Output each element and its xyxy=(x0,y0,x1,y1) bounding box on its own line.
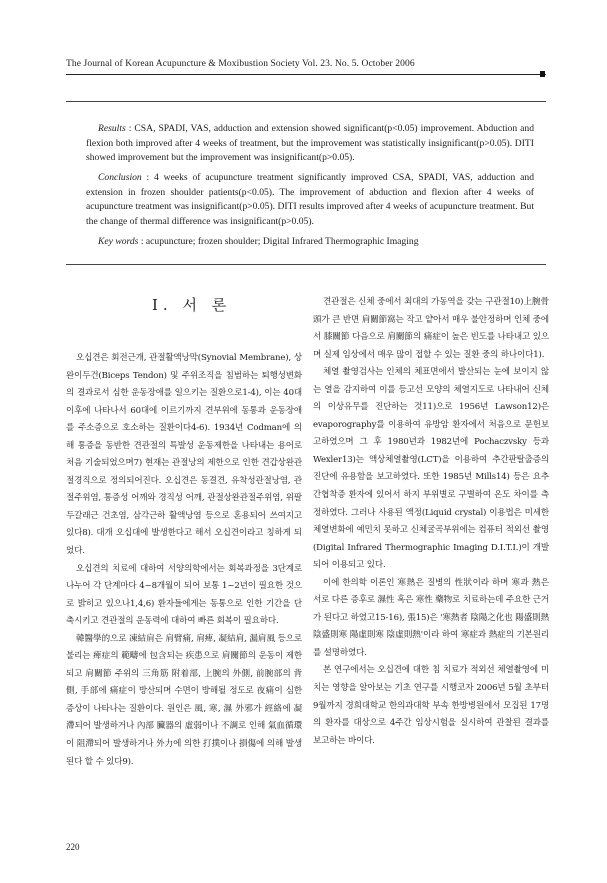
right-paragraph: 이에 한의학 이론인 寒熱은 질병의 性狀이라 하며 寒과 熱은 서로 다른 증후로 濕性 혹은 寒性 藥物로 치료하는데 주요한 근거가 된다고 하였고15-16), 張15)은 '寒熱者 陰陽之化也 陽盛則熱 陰盛則寒 陽虛則寒 陰虛則熱'이라 하여 寒症과 熱症의 기본원리를 설명하였다. xyxy=(313,577,549,658)
left-column xyxy=(66,350,302,771)
left-paragraph: 韓醫學的으로 凍結肩은 肩臂痛, 肩痺, 凝結肩, 漏肩風 등으로 불리는 痺症의 範疇에 包含되는 疾患으로 肩關節의 운동이 제한되고 肩關節 주위의 三角筋 附着部, 上腕의 外側, 前腕部의 背側, 手部에 痛症이 방산되며 수면이 방해될 정도로 夜痛이 심한 증상이 나타나는 질환이다. 원인은 風, 寒, 濕 外邪가 經絡에 凝滯되어 발생하거나 內部 臟器의 虛弱이나 不調로 인해 氣血循環이 阻滯되어 발생하거나 外力에 의한 打撲이나 損傷에 의해 발생된다 할 수 있다9). xyxy=(66,633,302,767)
right-paragraph: 체열 촬영검사는 인체의 체표면에서 발산되는 눈에 보이지 않는 열을 감지하여 이를 등고선 모양의 체열지도로 나타내어 신체의 이상유무를 진단하는 것11)으로 1956년 Lawson12)은 evaporography를 이용하여 유방암 환자에서 처음으로 문헌보고하였으며 그 후 1980년과 1982년에 Pochaczvsky 등과 Wexler13)는 액상체열촬영(LCT)을 이용하여 추간판탈출증의 진단에 유용함을 보고하였다. 또한 1985년 Mills14) 등은 요추간협착증 환자에 있어서 하지 부위별로 구별하여 온도 차이를 측정하였다. 그러나 사용된 액정(Liquid crystal) 이용법은 미세한 체열변화에 예민치 못하고 신체굴곡부위에는 컴퓨터 적외선 촬영(Digital Infrared Thermographic Imaging D.I.T.I.)이 개발되어 이용되고 있다. xyxy=(313,367,549,571)
abstract-keywords xyxy=(86,235,534,250)
left-paragraph: 오십견의 치료에 대하여 서양의학에서는 회복과정을 3단계로 나누어 각 단계마다 4~8개월이 되어 보통 1~2년이 필요한 것으로 밝히고 있으나1,4,6) 환자들에게는 동통으로 인한 기간을 단축시키고 견관절의 운동력에 대하여 빠른 회복이 필요하다. xyxy=(66,563,302,627)
keywords-text: : acupuncture; frozen shoulder; Digital Infrared Thermographic Imaging xyxy=(138,236,419,247)
section-heading: Ⅰ. 서 론 xyxy=(152,296,232,314)
left-paragraph: 오십견은 회전근개, 관절활액낭막(Synovial Membrane), 상완이두건(Biceps Tendon) 및 주위조직을 침범하는 퇴행성변화의 결과로서 심한 운동장애를 일으키는 질환으로1-4), 이는 40대 이후에 나타나서 60대에 이르기까지 견부위에 동통과 운동장애를 주소증으로 호소하는 질환이다4-6). 1934년 Codman에 의해 통증을 동반한 견관절의 특발성 운동제한을 나타내는 용어로 처음 기술되었으며7) 현재는 관절낭의 제한으로 인한 견갑상완관절경직으로 정의되어진다. 오십견은 동결견, 유착성관절낭염, 관절주위염, 통증성 어깨와 경직성 어깨, 관절상완관절주위염, 위팔두갈래근 건초염, 삼각근하 활액낭염 등으로 혼용되어 쓰여지고 있다8). 대개 오십대에 발생한다고 해서 오십견이라고 칭하게 되었다. xyxy=(66,353,302,557)
results-label: Results xyxy=(98,123,126,134)
abstract-results xyxy=(86,122,534,166)
conclusion-text: : 4 weeks of acupuncture treatment significantly improved CSA, SPADI, VAS, adduction and extension in frozen shoulder patients(p<0.05). The improvement of abduction and flexion after 4 weeks of acupuncture treatment was insignificant(p>0.05). DITI results improved after 4 weeks of acupuncture treatment. But the change of thermal difference was insignificant(p>0.05). xyxy=(86,172,534,227)
journal-header: The Journal of Korean Acupuncture & Moxibustion Society Vol. 23. No. 5. October 2006 xyxy=(66,59,415,69)
right-column xyxy=(313,294,549,750)
right-paragraph: 견관절은 신체 중에서 최대의 가동역을 갖는 구관절10)上腕骨頭가 큰 반면 肩關節窩는 작고 얕아서 매우 불안정하며 인체 중에서 膝關節 다음으로 肩關節의 痛症이 높은 빈도를 나타내고 있으며 실제 임상에서 매우 많이 접할 수 있는 질환 중의 하나이다1). xyxy=(313,297,549,360)
header-rule xyxy=(66,74,546,75)
abstract-conclusion xyxy=(86,171,534,229)
keywords-label: Key words xyxy=(98,236,139,247)
page-number: 220 xyxy=(66,842,80,852)
conclusion-label: Conclusion xyxy=(98,172,142,183)
abstract-box xyxy=(66,101,546,265)
right-paragraph: 본 연구에서는 오십견에 대한 침 치료가 적외선 체열촬영에 미치는 영향을 알아보는 기초 연구를 시행코자 2006년 5월 초부터 9월까지 경희대학교 한의과대학 부속 한방병원에서 모집된 17명의 환자를 대상으로 4주간 임상시험을 실시하여 관찰된 결과를 보고하는 바이다. xyxy=(313,665,549,746)
header-mark xyxy=(540,71,545,77)
results-text: : CSA, SPADI, VAS, adduction and extension showed significant(p<0.05) improvement. Abduction and flexion both improved after 4 weeks of treatment, but the improvement was statistically insignificant(p>0.05). DITI showed improvement but the improvement was insignificant(p>0.05). xyxy=(86,123,534,164)
